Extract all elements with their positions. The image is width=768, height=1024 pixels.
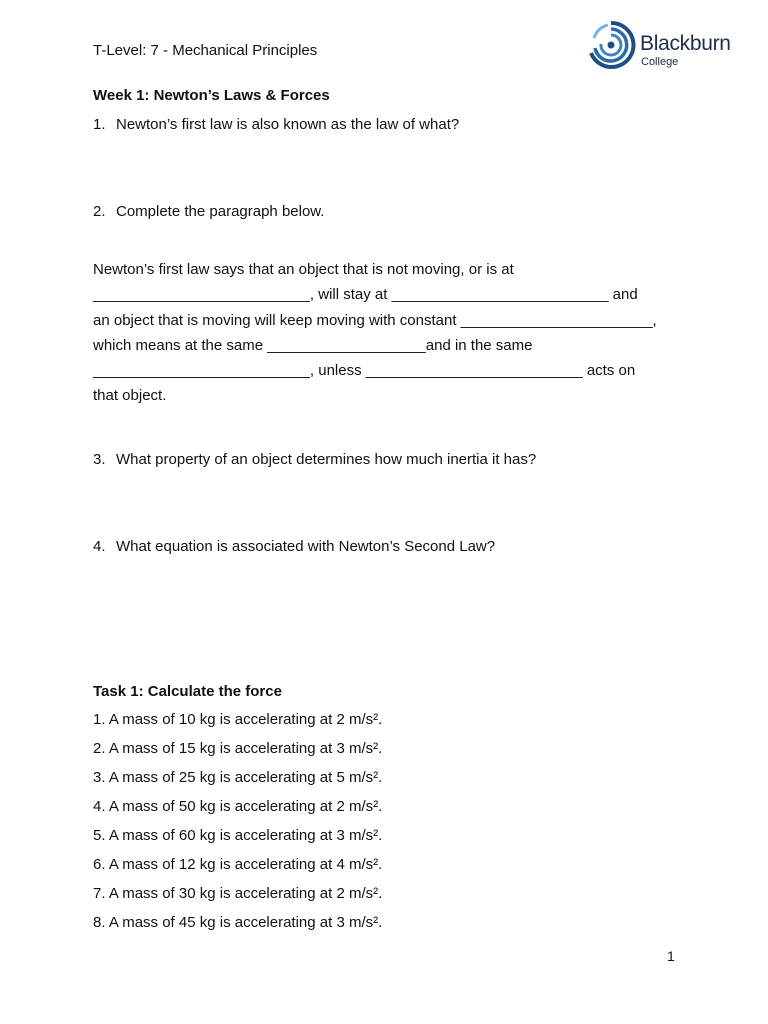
paragraph-line: which means at the same ___________________and in the same (93, 337, 533, 354)
logo-name: Blackburn (640, 32, 731, 55)
question-number: 1. (93, 116, 106, 133)
logo-subtitle: College (641, 56, 679, 68)
task-item: 6. A mass of 12 kg is accelerating at 4 m/s². (93, 856, 383, 873)
question-4 (93, 538, 495, 556)
swirl-logo-icon (586, 20, 636, 72)
question-number: 2. (93, 203, 106, 220)
page-number: 1 (667, 948, 675, 964)
college-logo (586, 20, 734, 72)
question-2 (93, 203, 324, 221)
task-item: 2. A mass of 15 kg is accelerating at 3 m/s². (93, 740, 383, 757)
question-text: Complete the paragraph below. (116, 203, 325, 220)
paragraph-line: an object that is moving will keep moving with constant _______________________, (93, 312, 657, 329)
task-item: 7. A mass of 30 kg is accelerating at 2 m/s². (93, 885, 383, 902)
paragraph-line: __________________________, will stay at __________________________ and (93, 286, 638, 303)
task-title: Task 1: Calculate the force (93, 683, 282, 700)
task-item: 5. A mass of 60 kg is accelerating at 3 m/s². (93, 827, 383, 844)
question-number: 4. (93, 538, 106, 555)
paragraph-line: __________________________, unless __________________________ acts on (93, 362, 636, 379)
question-1 (93, 116, 459, 134)
question-number: 3. (93, 451, 106, 468)
header-title: T-Level: 7 - Mechanical Principles (93, 42, 318, 59)
task-item: 4. A mass of 50 kg is accelerating at 2 m/s². (93, 798, 383, 815)
task-item: 8. A mass of 45 kg is accelerating at 3 m/s². (93, 914, 383, 931)
week-title: Week 1: Newton’s Laws & Forces (93, 87, 330, 104)
task-item: 1. A mass of 10 kg is accelerating at 2 m/s². (93, 711, 383, 728)
question-text: Newton’s first law is also known as the law of what? (116, 116, 460, 133)
paragraph-line: Newton’s first law says that an object that is not moving, or is at (93, 261, 514, 278)
question-3 (93, 451, 536, 469)
task-item: 3. A mass of 25 kg is accelerating at 5 m/s². (93, 769, 383, 786)
paragraph-line: that object. (93, 387, 167, 404)
question-text: What property of an object determines how much inertia it has? (116, 451, 537, 468)
question-text: What equation is associated with Newton’s Second Law? (116, 538, 496, 555)
